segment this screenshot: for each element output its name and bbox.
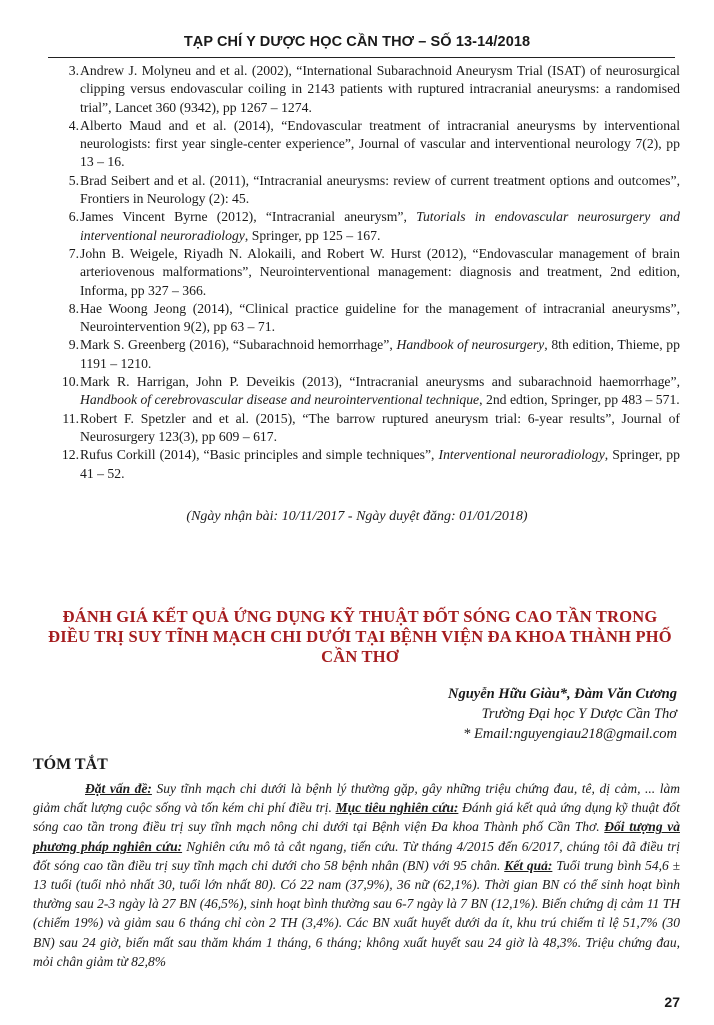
reference-number: 10. <box>61 374 79 390</box>
reference-text: Hae Woong Jeong (2014), “Clinical practice guideline for the management of intracranial aneurysms”, Neurointervention 9(2), pp 63 – 71. <box>80 300 680 335</box>
reference-italic: Tutorials in endovascular neurosurgery and interventional neuroradiology <box>80 209 680 243</box>
author-affiliation: Trường Đại học Y Dược Cần Thơ <box>481 706 677 722</box>
reference-text: Mark S. Greenberg (2016), “Subarachnoid hemorrhage”, <box>80 337 397 353</box>
reference-tail: , 2nd edtion, Springer, pp 483 – 571. <box>479 392 680 408</box>
reference-text: James Vincent Byrne (2012), “Intracranial aneurysm”, <box>80 209 417 225</box>
reference-number: 3. <box>68 63 79 78</box>
abstract-text: Đánh giá kết quả ứng dụng kỹ thuật đốt sóng cao tần trong điều trị suy tĩnh mạch nông chi dưới tại Bệnh viện Đa khoa Thành phố Cần Thơ. <box>33 800 680 835</box>
reference-item <box>61 446 680 483</box>
reference-text: Mark R. Harrigan, John P. Deveikis (2013), “Intracranial aneurysms and subarachnoid haemorrhage”, <box>80 374 680 390</box>
reference-number: 8. <box>68 300 79 316</box>
author-block <box>277 684 677 744</box>
article-title: ĐÁNH GIÁ KẾT QUẢ ỨNG DỤNG KỸ THUẬT ĐỐT SÓNG CAO TẦN TRONG ĐIỀU TRỊ SUY TĨNH MẠCH CHI DƯỚI TẠI BỆNH VIỆN ĐA KHOA THÀNH PHỐ CẦN THƠ <box>48 607 672 666</box>
reference-number: 7. <box>68 245 79 261</box>
reference-italic: Handbook of neurosurgery <box>396 337 545 353</box>
abstract-label-results: Kết quả: <box>504 857 553 873</box>
reference-number: 12. <box>61 447 79 463</box>
reference-number: 4. <box>68 117 79 133</box>
reference-number: 9. <box>68 337 79 353</box>
header-rule <box>48 57 675 58</box>
reference-number: 5. <box>68 172 79 188</box>
author-email: * Email:nguyengiau218@gmail.com <box>463 726 677 742</box>
received-note: (Ngày nhận bài: 10/11/2017 - Ngày duyệt đăng: 01/01/2018) <box>186 509 528 524</box>
reference-number: 6. <box>68 209 79 225</box>
reference-text: Robert F. Spetzler and et al. (2015), “The barrow ruptured aneurysm trial: 6-year results”, Journal of Neurosurgery 123(3), pp 609 – 617. <box>80 410 680 444</box>
reference-item <box>68 117 680 172</box>
reference-text: Brad Seibert and et al. (2011), “Intracranial aneurysms: review of current treatment options and outcomes”, Frontiers in Neurology (2): 45. <box>80 172 680 207</box>
reference-tail: , Springer, pp 125 – 167. <box>244 227 381 243</box>
abstract-label-methods: Đối tượng và phương pháp nghiên cứu: <box>33 819 680 854</box>
abstract-heading: TÓM TẮT <box>33 756 108 773</box>
reference-item <box>68 62 680 117</box>
abstract-label-background: Đặt vấn đề: <box>85 781 152 796</box>
reference-italic: Handbook of cerebrovascular disease and neurointerventional technique <box>80 392 480 408</box>
reference-tail: , Springer, pp 41 – 52. <box>80 447 680 481</box>
reference-item <box>62 410 680 447</box>
reference-tail: , 8th edition, Thieme, pp 1191 – 1210. <box>80 337 680 371</box>
abstract-text: Tuổi trung bình 54,6 ± 13 tuổi (tuổi nhỏ nhất 30, tuổi lớn nhất 80). Có 22 nam (37,9%), 36 nữ (62,1%). Thời gian BN có thể sinh hoạt bình thường sau 2-3 ngày là 27 BN (46,5%), sinh hoạt bình thường sau 6-7 ngày là 7 BN (12,1%). Biến chứng dị cảm 11 TH (chiếm 19%) và giảm sau 6 tháng chỉ còn 2 TH (3,4%). Các BN xuất huyết dưới da ít, khu trú chiếm tỉ lệ 51,7% (30 BN) sau 24 giờ, biến mất sau thăm khám 1 tháng, 6 tháng; không xuất huyết sau 24 giờ là 48,3%. Triệu chứng đau, mỏi chân giảm từ 82,8% <box>33 857 680 969</box>
page-number: 27 <box>664 994 680 1010</box>
abstract-body <box>33 779 680 971</box>
reference-list <box>61 62 680 483</box>
reference-item <box>68 336 680 373</box>
reference-number: 11. <box>62 410 79 426</box>
journal-header: TẠP CHÍ Y DƯỢC HỌC CẦN THƠ – SỐ 13-14/2018 <box>183 34 531 50</box>
reference-item <box>68 208 680 245</box>
reference-item <box>68 245 680 300</box>
author-names: Nguyễn Hữu Giàu*, Đàm Văn Cương <box>447 686 677 702</box>
reference-item <box>68 172 680 209</box>
reference-text: Alberto Maud and et al. (2014), “Endovascular treatment of intracranial aneurysms by interventional neurologists: first year single-center experience”, Journal of vascular and interventional neurology 7(2), pp 13 – 16. <box>80 117 680 170</box>
abstract-text: Nghiên cứu mô tả cắt ngang, tiến cứu. Từ tháng 4/2015 đến 6/2017, chúng tôi đã điều trị đốt sóng cao tần điều trị suy tĩnh mạch chi dưới cho 58 bệnh nhân (BN) với 95 chân. <box>33 838 680 873</box>
abstract-label-objective: Mục tiêu nghiên cứu: <box>335 800 459 816</box>
reference-italic: Interventional neuroradiology <box>438 447 605 463</box>
reference-text: Rufus Corkill (2014), “Basic principles and simple techniques”, <box>80 447 439 463</box>
reference-text: Andrew J. Molyneu and et al. (2002), “International Subarachnoid Aneurysm Trial (ISAT) of neurosurgical clipping versus endovascular coiling in 2143 patients with ruptured intracranial aneurysms: a randomised trial”, Lancet 360 (9342), pp 1267 – 1274. <box>80 63 680 115</box>
reference-item <box>68 300 680 337</box>
abstract-text: Suy tĩnh mạch chi dưới là bệnh lý thường gặp, gây những triệu chứng đau, tê, dị cảm, ... làm giảm chất lượng cuộc sống và tốn kém chi phí điều trị. <box>33 781 680 816</box>
reference-item <box>61 373 680 410</box>
reference-text: John B. Weigele, Riyadh N. Alokaili, and Robert W. Hurst (2012), “Endovascular management of brain arteriovenous malformations”, Neurointerventional management: diagnosis and treatment, 2nd edition, Informa, pp 327 – 366. <box>80 245 680 298</box>
